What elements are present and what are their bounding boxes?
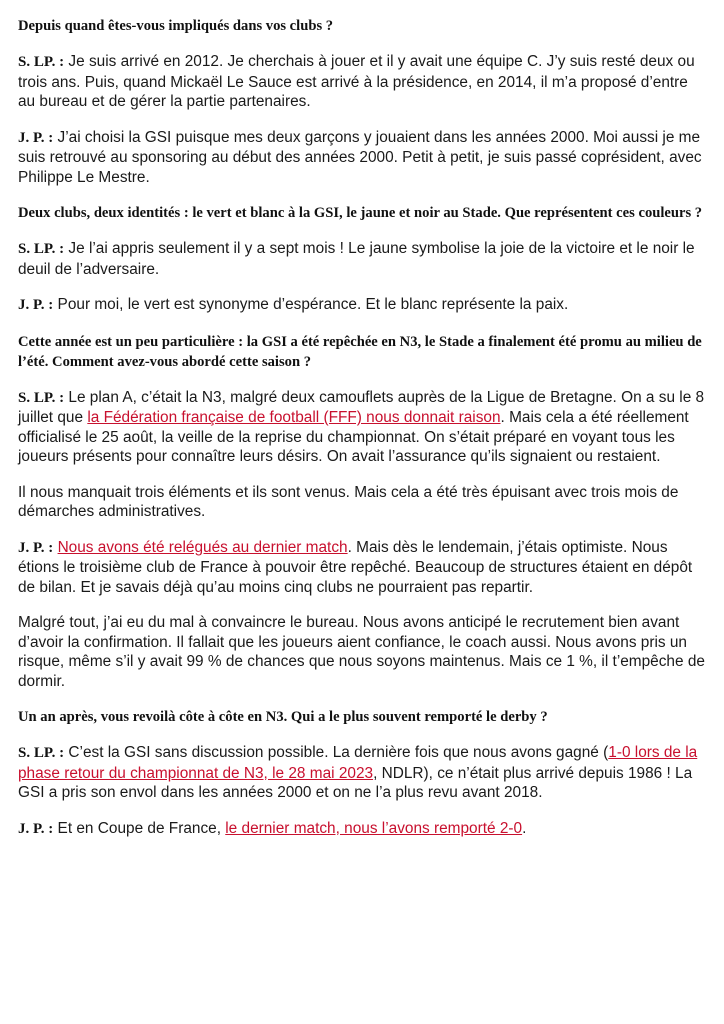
answer-paragraph bbox=[18, 483, 708, 522]
answer-text: , NDLR), ce n’était plus arrivé depuis 1986 ! La GSI a pris son envol dans les années 2000 et on ne l’a plus revu avant 2018. bbox=[18, 764, 693, 801]
speaker-label: J. P. : bbox=[18, 820, 54, 837]
coupe-de-france-link[interactable]: le dernier match, nous l’avons remporté 2-0 bbox=[225, 819, 523, 837]
speaker-label: J. P. : bbox=[18, 297, 54, 313]
answer-text: Et en Coupe de France, bbox=[53, 819, 226, 837]
speaker-label: S. LP. : bbox=[18, 241, 65, 257]
answer-text: . bbox=[522, 819, 527, 837]
answer-paragraph bbox=[18, 128, 708, 188]
answer-text: J’ai choisi la GSI puisque mes deux garçons y jouaient dans les années 2000. Moi aussi je me suis retrouvé au sponsoring au début des années 2000. Petit à petit, je suis passé coprésident, avec Philippe Le Mestre. bbox=[18, 128, 702, 186]
question-heading: Cette année est un peu particulière : la GSI a été repêchée en N3, le Stade a finalement été promu au milieu de l’été. Comment avez-vous abordé cette saison ? bbox=[18, 333, 702, 370]
speaker-label: J. P. : bbox=[18, 129, 54, 146]
answer-text: Je l’ai appris seulement il y a sept mois ! Le jaune symbolise la joie de la victoire et le noir le deuil de l’adversaire. bbox=[18, 240, 695, 278]
speaker-label: S. LP. : bbox=[18, 54, 65, 70]
answer-text: . Mais cela a été réellement officialisé le 25 août, la veille de la reprise du championnat. On s’était préparé en voyant tous les joueurs présents pour connaître leurs désirs. On avait l’assurance qu’ils signaient ou restaient. bbox=[18, 409, 689, 465]
question-heading: Depuis quand êtes-vous impliqués dans vos clubs ? bbox=[18, 18, 334, 34]
answer-text: Je suis arrivé en 2012. Je cherchais à jouer et il y avait une équipe C. J’y suis resté deux ou trois ans. Puis, quand Mickaël Le Sauce est arrivé à la présidence, en 2014, il m’a proposé d’entre au bureau et de gérer la partie partenaires. bbox=[18, 53, 695, 110]
answer-text: Malgré tout, j’ai eu du mal à convaincre le bureau. Nous avons anticipé le recrutement bien avant d’avoir la confirmation. Il fallait que les joueurs aient confiance, le coach aussi. Nous avons pris un risque, même s’il y avait 99 % de chances que nous soyons maintenus. Mais ce 1 %, il t’empêche de dormir. bbox=[18, 614, 705, 690]
answer-paragraph bbox=[18, 52, 708, 112]
speaker-label: S. LP. : bbox=[18, 745, 65, 761]
answer-paragraph bbox=[18, 743, 708, 803]
answer-text: C’est la GSI sans discussion possible. La dernière fois que nous avons gagné ( bbox=[64, 744, 609, 761]
answer-paragraph bbox=[18, 239, 708, 279]
question-heading: Deux clubs, deux identités : le vert et blanc à la GSI, le jaune et noir au Stade. Que représentent ces couleurs ? bbox=[18, 205, 703, 221]
answer-text: . Mais dès le lendemain, j’étais optimiste. Nous étions le troisième club de France à pouvoir être repêché. Beaucoup de structures étaient en dépôt de bilan. Et je savais déjà qu’au moins cinq clubs ne pourraient pas repartir. bbox=[18, 538, 693, 596]
answer-paragraph bbox=[18, 295, 708, 316]
fff-decision-link[interactable]: la Fédération française de football (FFF) nous donnait raison bbox=[87, 409, 501, 426]
answer-paragraph bbox=[18, 613, 708, 691]
answer-paragraph bbox=[18, 388, 708, 467]
question-heading: Un an après, vous revoilà côte à côte en N3. Qui a le plus souvent remporté le derby ? bbox=[18, 709, 548, 725]
answer-text: Il nous manquait trois éléments et ils sont venus. Mais cela a été très épuisant avec trois mois de démarches administratives. bbox=[18, 483, 679, 520]
article-body bbox=[18, 16, 708, 855]
relegation-link[interactable]: Nous avons été relégués au dernier match bbox=[57, 538, 348, 556]
answer-paragraph bbox=[18, 819, 708, 840]
speaker-label: J. P. : bbox=[18, 539, 54, 556]
answer-text: Pour moi, le vert est synonyme d’espérance. Et le blanc représente la paix. bbox=[53, 296, 569, 313]
answer-text: Le plan A, c’était la N3, malgré deux camouflets auprès de la Ligue de Bretagne. On a su le 8 juillet que bbox=[18, 388, 705, 426]
speaker-label: S. LP. : bbox=[18, 389, 65, 406]
answer-paragraph bbox=[18, 538, 708, 598]
derby-result-link[interactable]: 1-0 lors de la phase retour du championnat de N3, le 28 mai 2023 bbox=[18, 744, 698, 782]
